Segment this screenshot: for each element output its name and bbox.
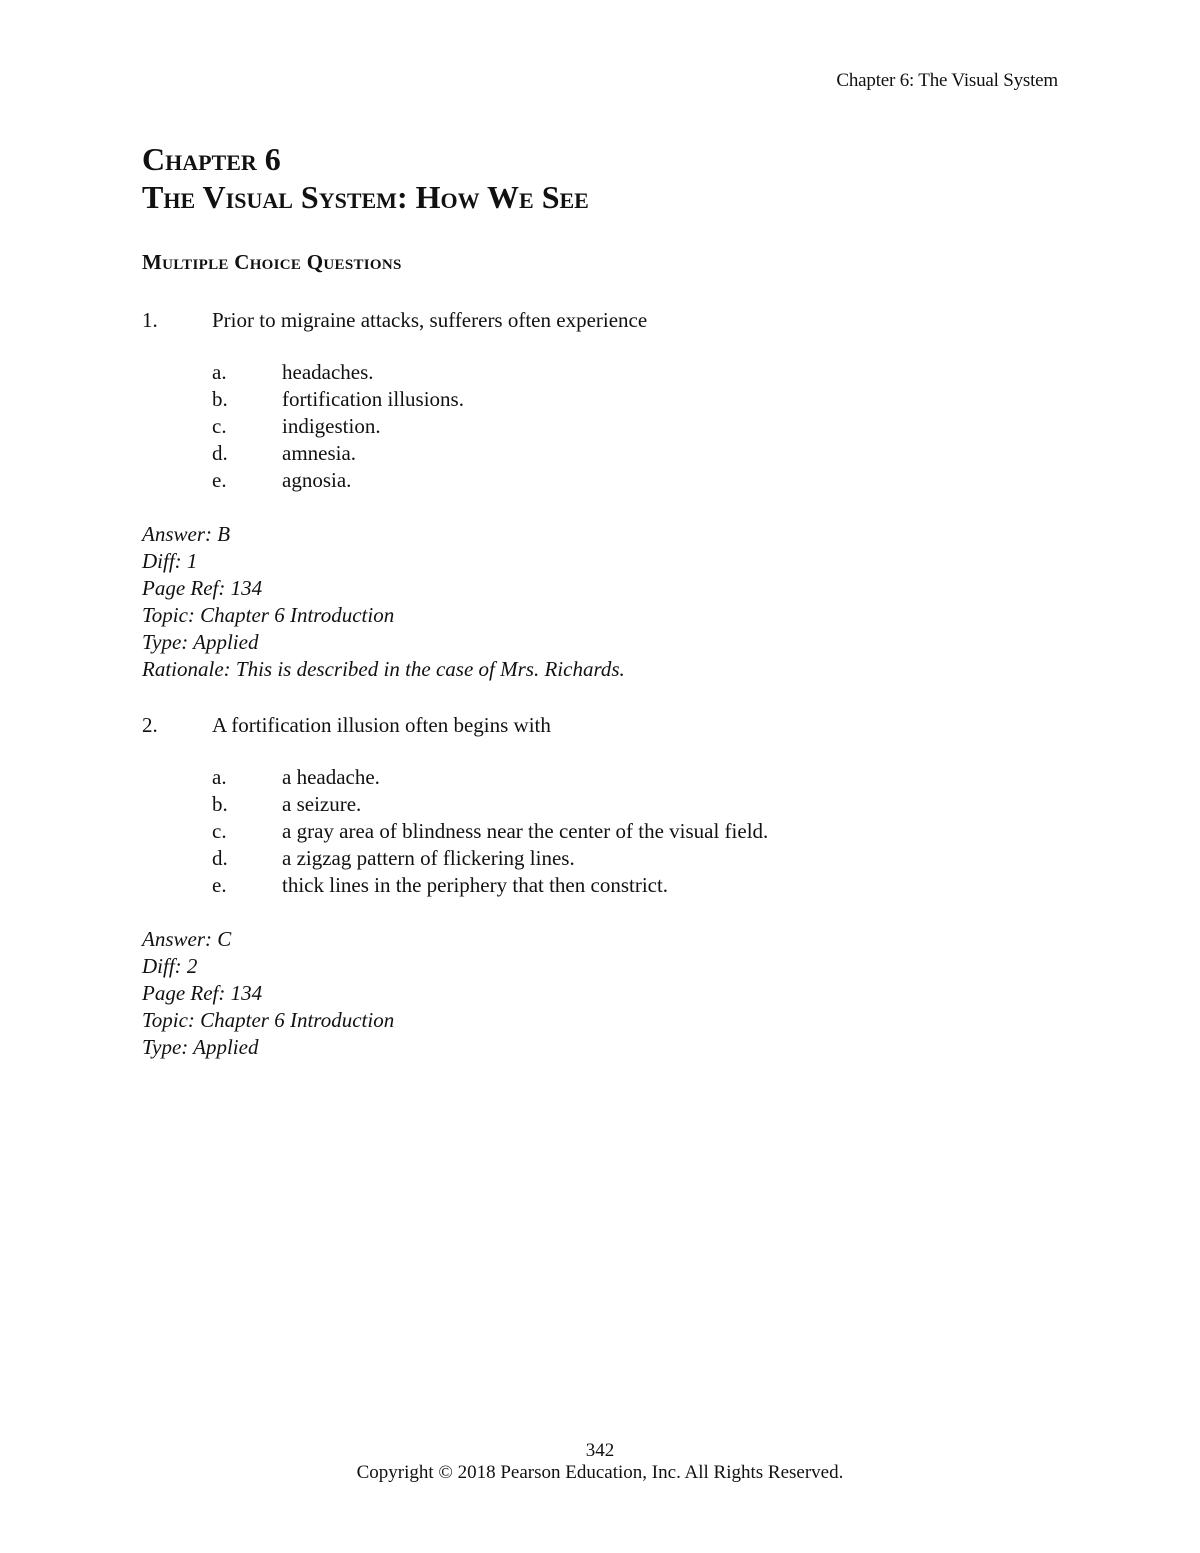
page-number: 342	[585, 1440, 615, 1461]
question-type: Type: Applied	[142, 630, 259, 654]
option-text: amnesia.	[282, 441, 357, 465]
topic: Topic: Chapter 6 Introduction	[142, 1008, 395, 1032]
question-number: 2.	[142, 713, 158, 737]
rationale: Rationale: This is described in the case of Mrs. Richards.	[142, 657, 625, 681]
option-letter: c.	[212, 819, 227, 843]
option-c	[142, 818, 1042, 845]
option-text: thick lines in the periphery that then constrict.	[282, 873, 669, 897]
question-2	[142, 710, 1042, 1061]
chapter-title	[142, 140, 589, 216]
question-number: 1.	[142, 308, 158, 332]
option-a	[142, 764, 1042, 791]
option-d	[142, 440, 1042, 467]
option-b	[142, 386, 1042, 413]
difficulty: Diff: 1	[142, 549, 198, 573]
question-metadata	[142, 926, 1042, 1061]
option-text: indigestion.	[282, 414, 381, 438]
chapter-number: Chapter 6	[142, 141, 281, 177]
option-d	[142, 845, 1042, 872]
option-c	[142, 413, 1042, 440]
option-letter: e.	[212, 468, 227, 492]
option-text: fortification illusions.	[282, 387, 464, 411]
option-letter: a.	[212, 765, 227, 789]
answer-options	[142, 764, 1042, 899]
difficulty: Diff: 2	[142, 954, 198, 978]
page-ref: Page Ref: 134	[142, 981, 263, 1005]
chapter-subtitle: The Visual System: How We See	[142, 179, 589, 215]
option-e	[142, 872, 1042, 899]
option-text: headaches.	[282, 360, 374, 384]
option-e	[142, 467, 1042, 494]
option-letter: b.	[212, 792, 228, 816]
copyright-notice: Copyright © 2018 Pearson Education, Inc. All Rights Reserved.	[356, 1462, 844, 1483]
option-text: a headache.	[282, 765, 380, 789]
option-letter: b.	[212, 387, 228, 411]
option-letter: c.	[212, 414, 227, 438]
question-text: A fortification illusion often begins with	[212, 713, 551, 737]
page-footer	[0, 1440, 1200, 1484]
section-heading: Multiple Choice Questions	[142, 250, 402, 274]
question-stem	[142, 710, 1042, 740]
answer-key: Answer: B	[142, 522, 231, 546]
question-metadata	[142, 521, 1042, 683]
option-text: a zigzag pattern of flickering lines.	[282, 846, 575, 870]
option-letter: d.	[212, 441, 228, 465]
running-header: Chapter 6: The Visual System	[836, 70, 1058, 91]
option-text: a seizure.	[282, 792, 362, 816]
answer-key: Answer: C	[142, 927, 232, 951]
question-stem	[142, 305, 1042, 335]
option-letter: e.	[212, 873, 227, 897]
question-text: Prior to migraine attacks, sufferers often experience	[212, 308, 648, 332]
option-a	[142, 359, 1042, 386]
topic: Topic: Chapter 6 Introduction	[142, 603, 395, 627]
page-ref: Page Ref: 134	[142, 576, 263, 600]
question-1	[142, 305, 1042, 683]
answer-options	[142, 359, 1042, 494]
option-letter: d.	[212, 846, 228, 870]
question-type: Type: Applied	[142, 1035, 259, 1059]
option-text: agnosia.	[282, 468, 352, 492]
option-letter: a.	[212, 360, 227, 384]
option-text: a gray area of blindness near the center of the visual field.	[282, 819, 769, 843]
option-b	[142, 791, 1042, 818]
